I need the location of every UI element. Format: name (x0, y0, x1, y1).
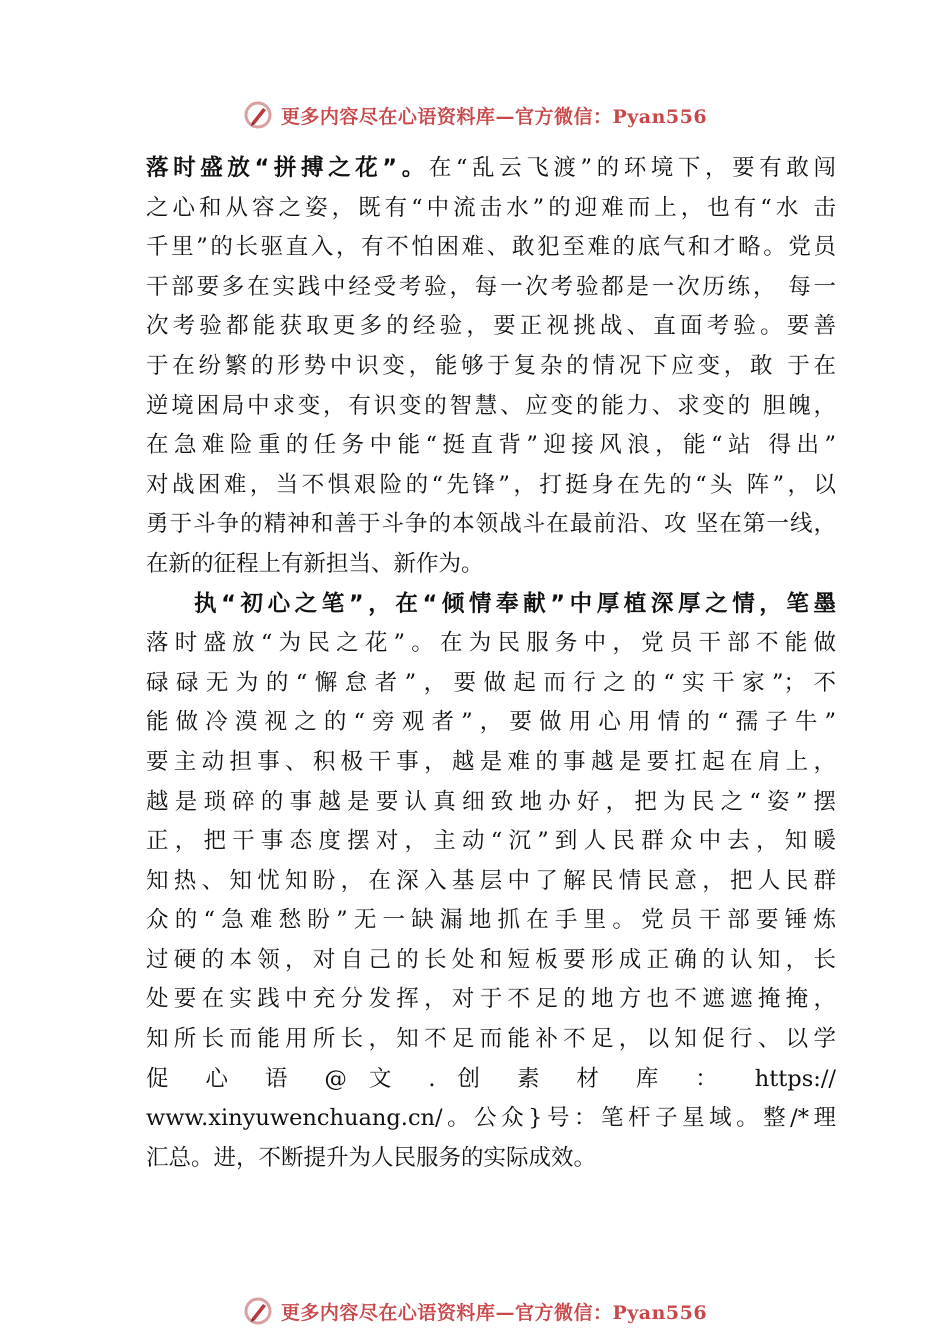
header-text (281, 102, 707, 129)
paragraph-line: 逆境困局中求变，有识变的智慧、应变的能力、求变的 胆魄， (146, 392, 836, 419)
paragraph-line: 知所长而能用所长，知不足而能补不足，以知促行、以学 (146, 1026, 836, 1053)
paragraph-line: 众的“急难愁盼”无一缺漏地抓在手里。党员干部要锤炼 (146, 907, 836, 934)
document-body (146, 149, 836, 1178)
paragraph-line: 千里”的长驱直入，有不怕困难、敢犯至难的底气和才略。党员 (146, 234, 836, 261)
line-lead-bold: 落时盛放“拼搏之花”。 (146, 155, 429, 181)
paragraph-line: 处要在实践中充分发挥，对于不足的地方也不遮遮掩掩， (146, 986, 836, 1013)
paragraph-line: 在新的征程上有新担当、新作为。 (146, 550, 484, 577)
footer-brand: 更多内容尽在心语资料库 (280, 1301, 496, 1324)
header-banner (0, 95, 950, 135)
paragraph-line: 对战困难，当不惧艰险的“先锋”，打挺身在先的“头 阵”，以 (146, 471, 836, 498)
paragraph-line: 知热、知忧知盼，在深入基层中了解民情民意，把人民群 (146, 867, 836, 894)
paragraph-line: 正，把干事态度摆对，主动“沉”到人民群众中去，知暖 (146, 828, 836, 855)
pen-logo-icon (243, 100, 273, 130)
paragraph-line: 次考验都能获取更多的经验，要正视挑战、直面考验。要善 (146, 313, 836, 340)
header-brand: 更多内容尽在心语资料库 (280, 105, 496, 128)
paragraph-line: 促 心 语 @ 文 . 创 素 材 库 ： https:// (146, 1065, 836, 1092)
pen-logo-icon (243, 1296, 273, 1326)
paragraph-line: 能做冷漠视之的“旁观者”，要做用心用情的“孺子牛” (146, 709, 836, 736)
paragraph-line: 勇于斗争的精神和善于斗争的本领战斗在最前沿、攻 坚在第一线， (146, 511, 836, 538)
header-contact: —官方微信：Pyan556 (495, 105, 708, 128)
paragraph-line: 落时盛放“为民之花”。在为民服务中，党员干部不能做 (146, 630, 836, 657)
paragraph-line: 落时盛放“拼搏之花”。在“乱云飞渡”的环境下，要有敢闯 (146, 155, 836, 181)
paragraph-line: 于在纷繁的形势中识变，能够于复杂的情况下应变，敢 于在 (146, 352, 836, 379)
paragraph-line: 要主动担事、积极干事，越是难的事越是要扛起在肩上， (146, 748, 836, 775)
paragraph-line: 干部要多在实践中经受考验，每一次考验都是一次历练， 每一 (146, 273, 836, 300)
paragraph-line: 在急难险重的任务中能“挺直背”迎接风浪，能“站 得出” (146, 432, 836, 459)
paragraph-line: 过硬的本领，对自己的长处和短板要形成正确的认知，长 (146, 946, 836, 973)
footer-banner (0, 1291, 950, 1331)
paragraph-line: 汇总。进，不断提升为人民服务的实际成效。 (146, 1144, 597, 1171)
section-heading: 执“初心之笔”，在“倾情奉献”中厚植深厚之情，笔墨 (194, 590, 836, 617)
footer-text (281, 1298, 707, 1325)
paragraph-line: 越是琐碎的事越是要认真细致地办好，把为民之“姿”摆 (146, 788, 836, 815)
paragraph-line: www.xinyuwenchuang.cn/。公众}号：笔杆子星域。整/*理 (146, 1105, 836, 1132)
footer-contact: —官方微信：Pyan556 (495, 1301, 708, 1324)
paragraph-line: 之心和从容之姿，既有“中流击水”的迎难而上，也有“水 击 (146, 194, 836, 221)
paragraph-line: 碌碌无为的“懈怠者”，要做起而行之的“实干家”；不 (146, 669, 836, 696)
